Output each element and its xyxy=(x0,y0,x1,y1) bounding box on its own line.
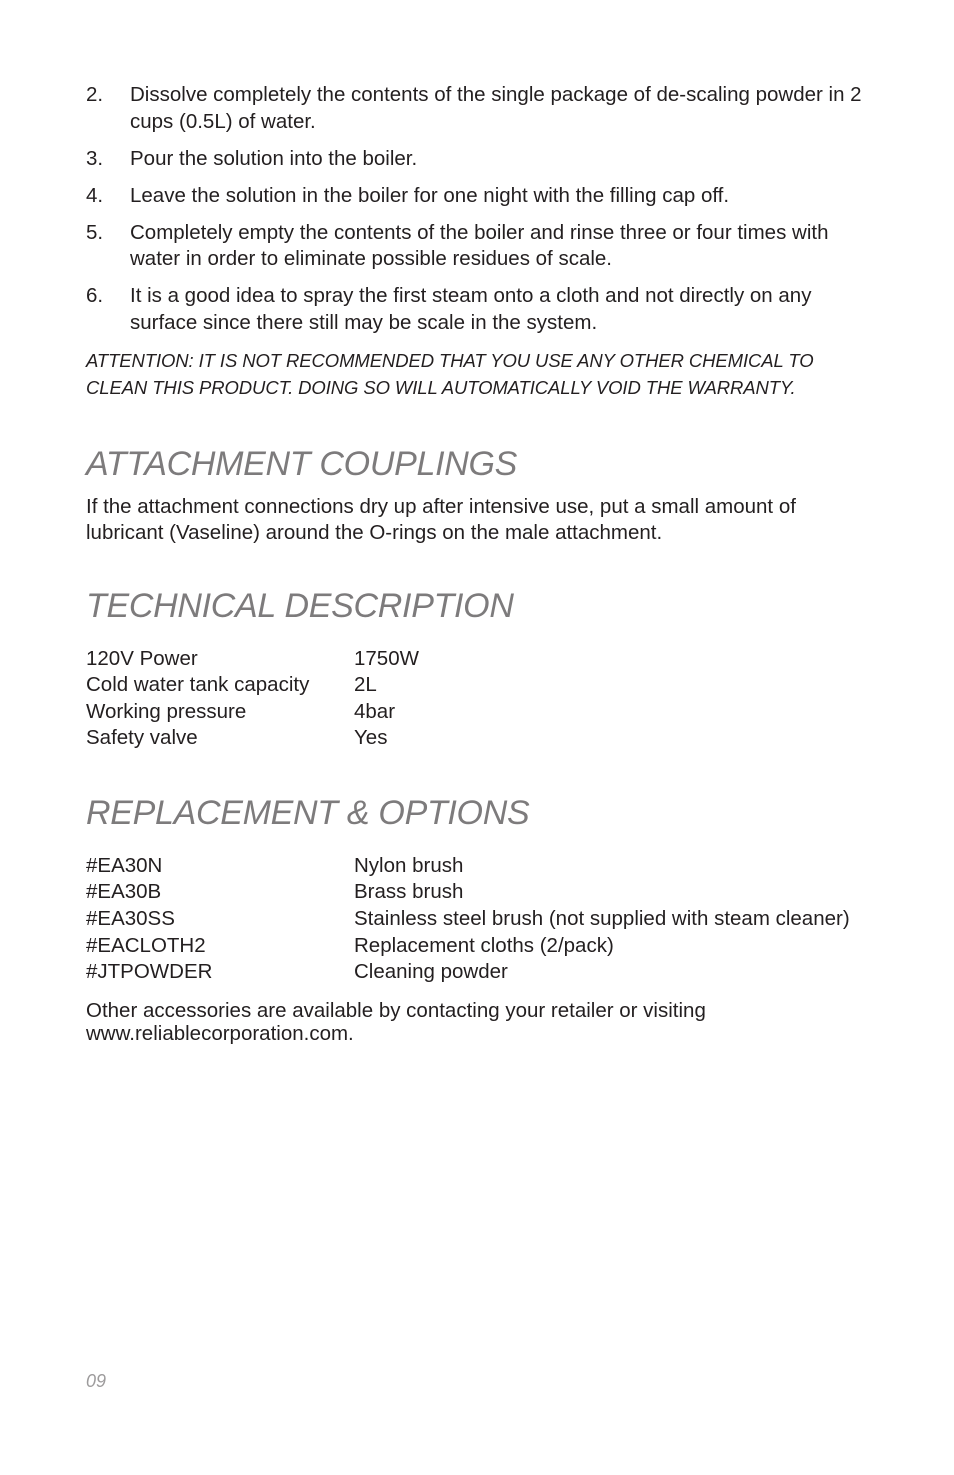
part-description: Brass brush xyxy=(354,880,464,904)
table-row xyxy=(86,646,419,673)
descaling-steps-list xyxy=(86,82,876,336)
step-number: 2. xyxy=(86,83,104,106)
accessories-note xyxy=(86,999,876,1045)
list-item xyxy=(86,146,876,173)
step-text: It is a good idea to spray the first steam onto a cloth and not directly on any surface since there still may be scale in the system. xyxy=(130,284,812,334)
step-text: Dissolve completely the contents of the single package of de-scaling powder in 2 cups (0.5L) of water. xyxy=(130,83,862,133)
website-address: www.reliablecorporation.com. xyxy=(86,1021,354,1045)
table-row xyxy=(86,959,850,986)
step-text: Leave the solution in the boiler for one night with the filling cap off. xyxy=(130,183,730,207)
step-number: 3. xyxy=(86,146,104,170)
table-row xyxy=(86,725,419,752)
part-description: Replacement cloths (2/pack) xyxy=(354,933,614,957)
attachment-couplings-heading: ATTACHMENT COUPLINGS xyxy=(86,444,517,483)
part-code: #EA30N xyxy=(86,853,163,877)
spec-value: 4bar xyxy=(354,699,396,723)
table-row xyxy=(86,853,850,880)
part-description: Stainless steel brush (not supplied with steam cleaner) xyxy=(354,907,850,931)
page-number: 09 xyxy=(86,1371,107,1391)
attachment-couplings-text: If the attachment connections dry up after intensive use, put a small amount of lubricant (Vaseline) around the O-rings on the male attachment. xyxy=(86,494,796,544)
spec-value: Yes xyxy=(354,726,388,750)
table-row xyxy=(86,879,850,906)
spec-value: 1750W xyxy=(354,646,419,670)
part-code: #JTPOWDER xyxy=(86,960,213,984)
part-code: #EA30B xyxy=(86,880,162,904)
table-row xyxy=(86,699,419,726)
technical-specs-table xyxy=(86,646,419,752)
part-description: Cleaning powder xyxy=(354,960,508,984)
replacement-parts-table xyxy=(86,853,850,986)
table-row xyxy=(86,933,850,960)
step-number: 6. xyxy=(86,284,104,307)
step-number: 5. xyxy=(86,220,104,244)
spec-label: Cold water tank capacity xyxy=(86,673,310,697)
part-description: Nylon brush xyxy=(354,853,464,877)
manual-page xyxy=(86,82,876,1045)
table-row xyxy=(86,906,850,933)
spec-label: 120V Power xyxy=(86,646,198,670)
list-item xyxy=(86,183,876,210)
part-code: #EACLOTH2 xyxy=(86,933,206,957)
step-text: Completely empty the contents of the boiler and rinse three or four times with water in order to eliminate possible residues of scale. xyxy=(130,220,829,270)
list-item xyxy=(86,220,876,273)
attention-notice: ATTENTION: IT IS NOT RECOMMENDED THAT YOU USE ANY OTHER CHEMICAL TO CLEAN THIS PRODUCT. DOING SO WILL AUTOMATICALLY VOID THE WARRANTY. xyxy=(86,349,814,398)
accessories-note-line: Other accessories are available by contacting your retailer or visiting xyxy=(86,998,706,1022)
spec-label: Safety valve xyxy=(86,726,198,750)
technical-description-heading: TECHNICAL DESCRIPTION xyxy=(86,586,514,625)
replacement-options-heading: REPLACEMENT & OPTIONS xyxy=(86,793,530,832)
step-number: 4. xyxy=(86,183,104,207)
table-row xyxy=(86,672,419,699)
part-code: #EA30SS xyxy=(86,907,175,931)
step-text: Pour the solution into the boiler. xyxy=(130,146,418,170)
list-item xyxy=(86,82,876,135)
list-item xyxy=(86,283,876,336)
spec-value: 2L xyxy=(354,673,377,697)
spec-label: Working pressure xyxy=(86,699,247,723)
